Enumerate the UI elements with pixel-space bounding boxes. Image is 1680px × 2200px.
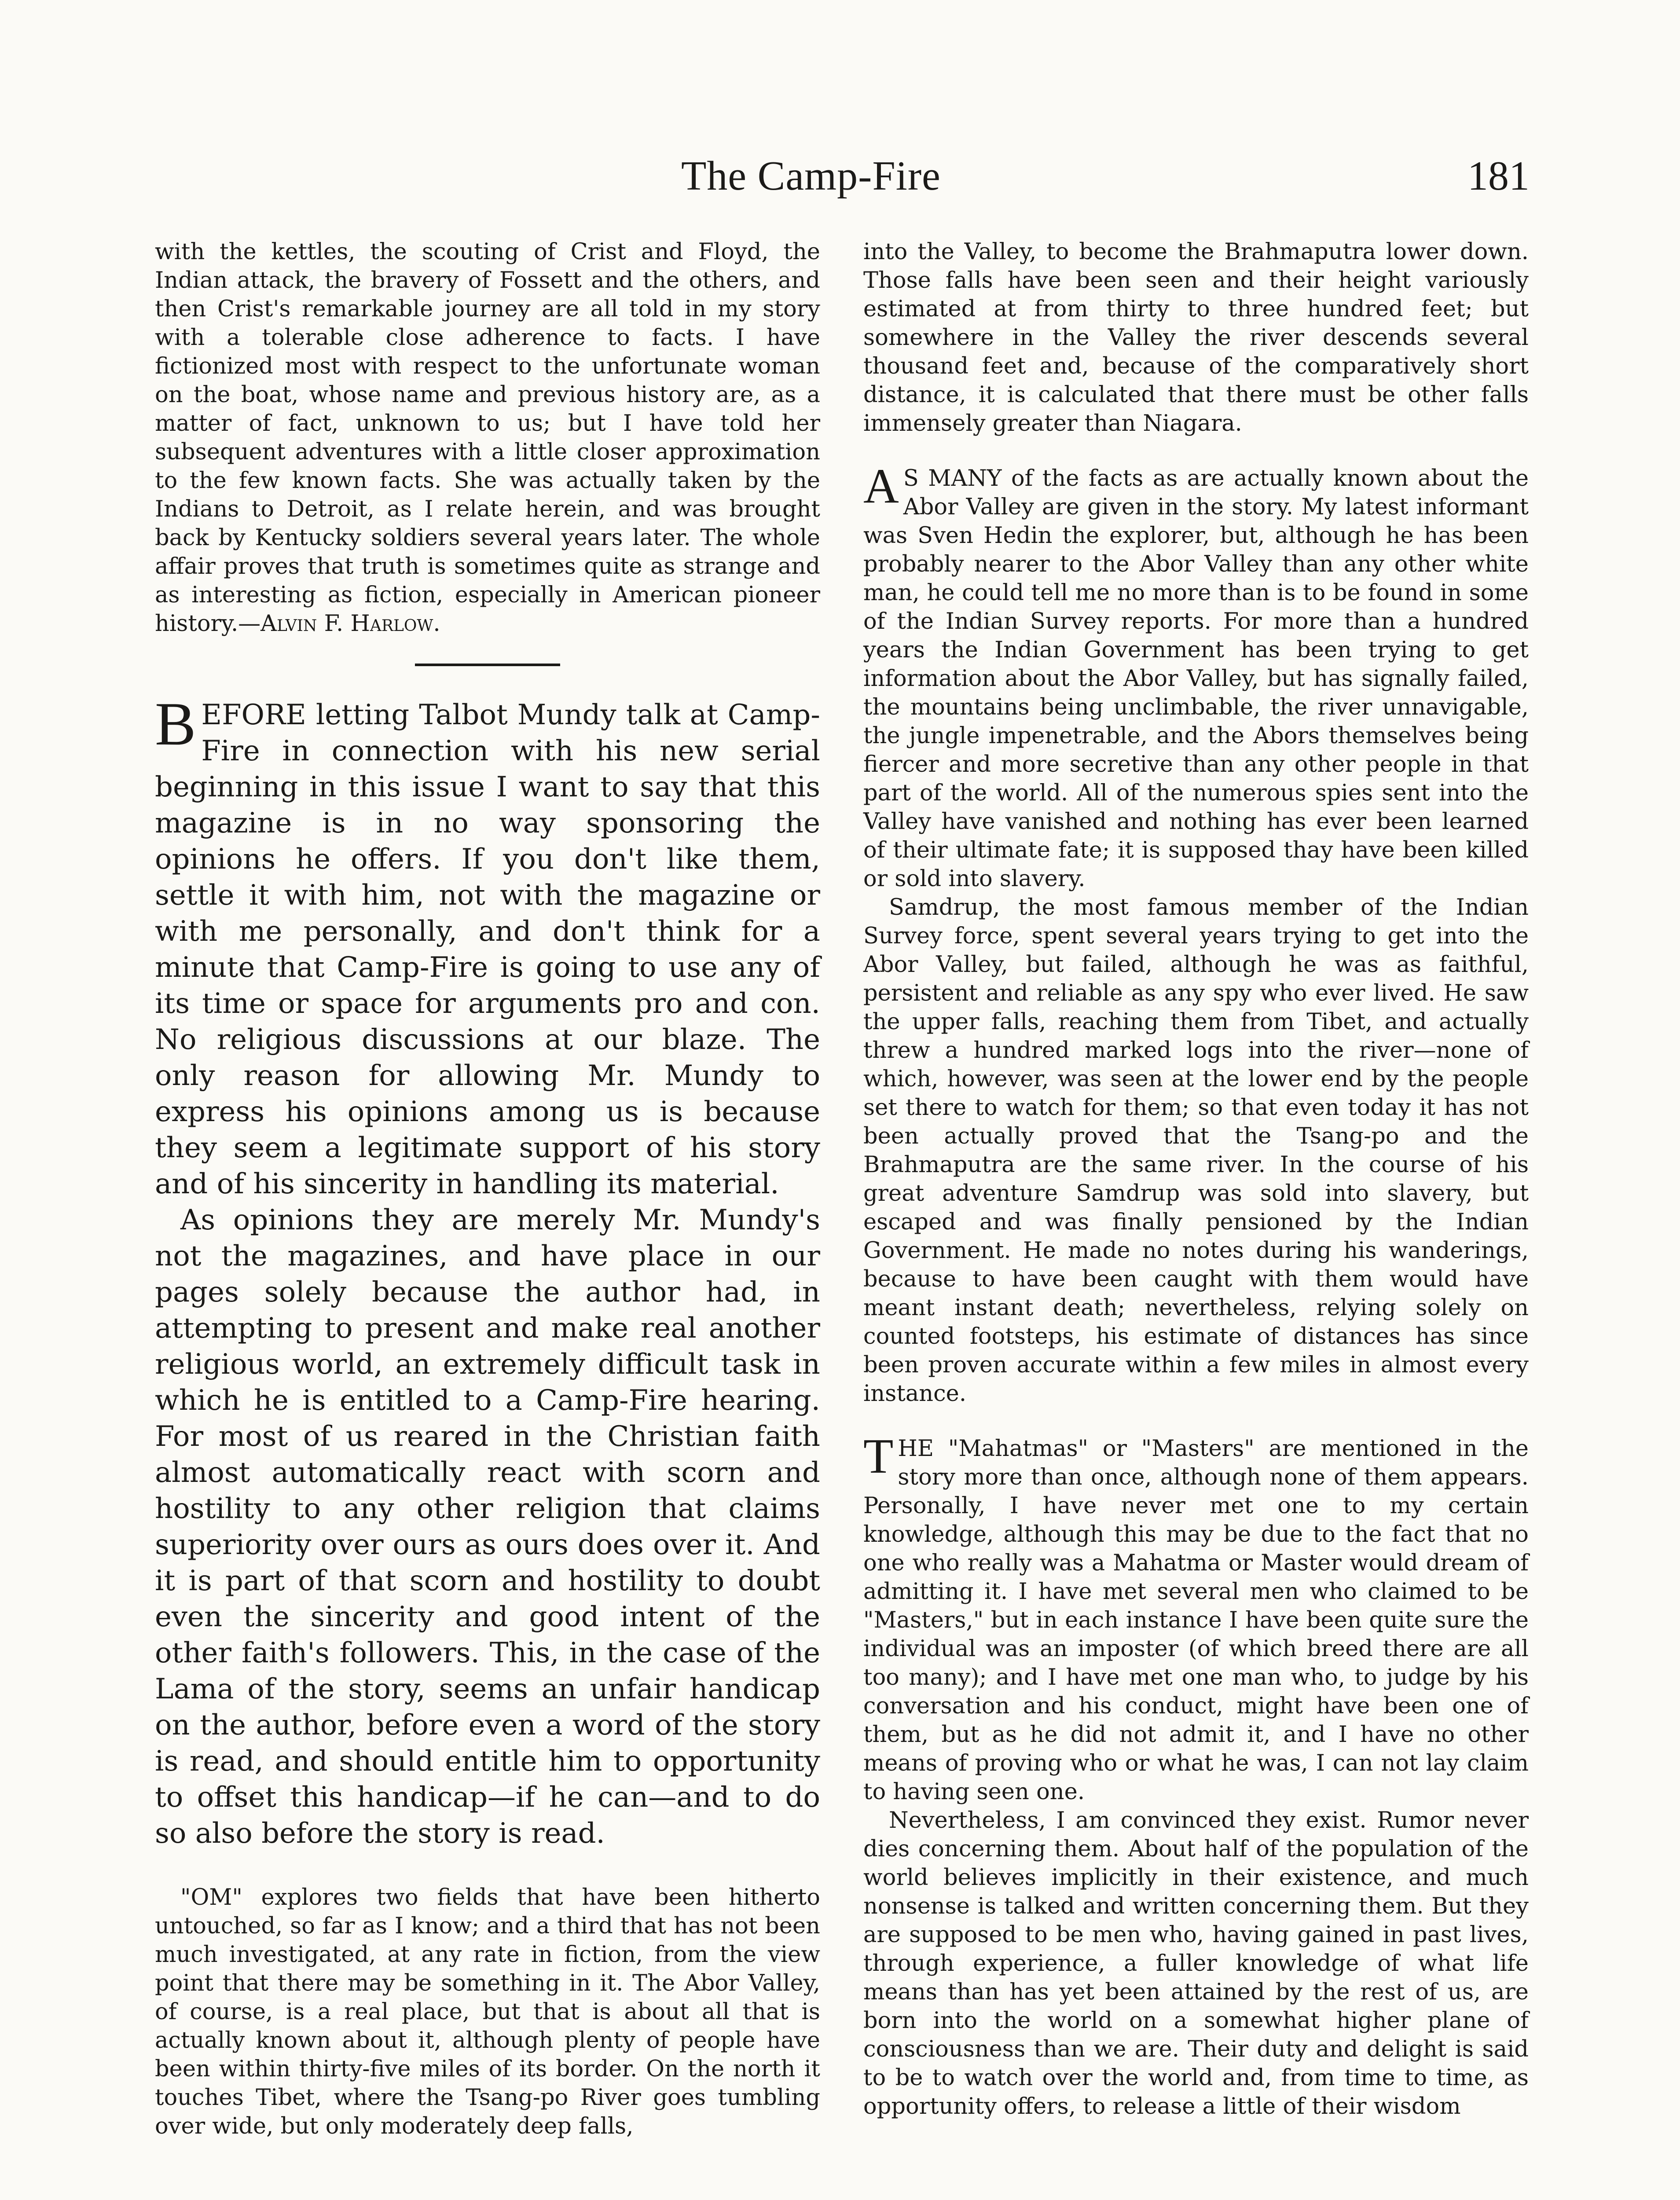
- section-divider: [415, 664, 560, 666]
- left-column: [155, 238, 820, 2141]
- om-introduction: "OM" explores two fields that have been hitherto untouched, so far as I know; and a third that has not been much investigated, at any rate in fiction, from the view point that there may be something in it. The Abor Valley, of course, is a real place, but that is about all that is actually known about it, although plenty of people have been within thirty-five miles of its border. On the north it touches Tibet, where the Tsang-po River goes tumbling over wide, but only moderately deep falls,: [155, 1885, 820, 2139]
- mahatmas-paragraph: [863, 1429, 1529, 1806]
- mahatmas-text: HE "Mahatmas" or "Masters" are mentioned in the story more than once, although none of them appears. Personally, I have never met one to my certain knowledge, although this may be due to the fact that no one who really was a Mahatma or Master would dream of admitting it. I have met several men who claimed to be "Masters," but in each instance I have been quite sure the individual was an imposter (of which breed there are all too many); and I have met one man who, to judge by his conversation and his conduct, might have been one of them, but as he did not admit it, and I have no other means of proving who or what he was, I can not lay claim to having seen one.: [863, 1436, 1529, 1805]
- right-column: [863, 238, 1529, 2121]
- editor-note-mundy: [155, 690, 820, 1202]
- harlow-letter-ending: [155, 238, 820, 638]
- masters-exist-paragraph: Nevertheless, I am convinced they exist. Rumor never dies concerning them. About half of the population of the world believes implicitly in their existence, and much nonsense is talked and written concerning them. But they are supposed to be men who, having gained in past lives, through experience, a fuller knowledge of what life means than has yet been attained by the rest of us, are born into the world on a somewhat higher plane of consciousness than we are. Their duty and delight is said to be to watch over the world and, from time to time, as opportunity offers, to release a little of their wisdom: [863, 1808, 1529, 2119]
- tsangpo-falls-paragraph: into the Valley, to become the Brahmaputra lower down. Those falls have been seen and their height variously estimated at from thirty to three hundred feet; but somewhere in the Valley the river descends several thousand feet and, because of the comparatively short distance, it is calculated that there must be other falls immensely greater than Niagara.: [863, 239, 1529, 436]
- samdrup-paragraph: Samdrup, the most famous member of the Indian Survey force, spent several years trying to get into the Abor Valley, but failed, although he was as faithful, persistent and reliable as any spy who ever lived. He saw the upper falls, reaching them from Tibet, and actually threw a hundred marked logs into the river—none of which, however, was seen at the lower end by the people set there to watch for them; so that even today it has not been actually proved that the Tsang-po and the Brahmaputra are the same river. In the course of his great adventure Samdrup was sold into slavery, but escaped and was finally pensioned by the Indian Government. He made no notes during his wanderings, because to have been caught with them would have meant instant death; nevertheless, relying solely on counted footsteps, his estimate of distances has since been proven accurate within a few miles in almost every instance.: [863, 895, 1529, 1407]
- abor-valley-paragraph: [863, 459, 1529, 893]
- harlow-letter-text: with the kettles, the scouting of Crist and Floyd, the Indian attack, the bravery of Fossett and the others, and then Crist's remarkable journey are all told in my story with a tolerable close adherence to facts. I have fictionized most with respect to the unfortunate woman on the boat, whose name and previous history are, as a matter of fact, unknown to us; but I have told her subsequent adventures with a little closer approximation to the few known facts. She was actually taken by the Indians to Detroit, as I relate herein, and was brought back by Kentucky soldiers several years later. The whole affair proves that truth is sometimes quite as strange and as interesting as fiction, especially in American pioneer history.—: [155, 239, 820, 637]
- drop-cap-b: B: [155, 690, 196, 758]
- drop-cap-a: A: [863, 459, 899, 513]
- page-title: The Camp-Fire: [681, 153, 941, 199]
- harlow-signature: Alvin F. Harlow.: [260, 611, 440, 637]
- running-head: [0, 145, 1680, 207]
- abor-valley-text: S MANY of the facts as are actually known about the Abor Valley are given in the story. My latest informant was Sven Hedin the explorer, but, although he has been probably nearer to the Abor Valley than any other white man, he could tell me no more than is to be found in some of the Indian Survey reports. For more than a hundred years the Indian Government has been trying to get information about the Abor Valley, but has signally failed, the mountains being unclimbable, the river unnavigable, the jungle impenetrable, and the Abors themselves being fiercer and more secretive than any other people in that part of the world. All of the numerous spies sent into the Valley have vanished and nothing has ever been learned of their ultimate fate; it is supposed thay have been killed or sold into slavery.: [863, 466, 1529, 892]
- editor-note-mundy-text: EFORE letting Talbot Mundy talk at Camp-Fire in connection with his new serial beginning in this issue I want to say that this magazine is in no way sponsoring the opinions he offers. If you don't like them, settle it with him, not with the magazine or with me personally, and don't think for a minute that Camp-Fire is going to use any of its time or space for arguments pro and con. No religious discussions at our blaze. The only reason for allowing Mr. Mundy to express his opinions among us is because they seem a legitimate support of his story and of his sincerity in handling its material.: [155, 699, 820, 1200]
- page-number: 181: [1467, 153, 1530, 199]
- drop-cap-t: T: [863, 1429, 894, 1484]
- editor-note-opinions: As opinions they are merely Mr. Mundy's not the magazines, and have place in our pages solely because the author had, in attempting to present and make real another religious world, an extremely difficult task in which he is entitled to a Camp-Fire hearing. For most of us reared in the Christian faith almost automatically react with scorn and hostility to any other religion that claims superiority over ours as ours does over it. And it is part of that scorn and hostility to doubt even the sincerity and good intent of the other faith's followers. This, in the case of the Lama of the story, seems an unfair handicap on the author, before even a word of the story is read, and should entitle him to opportunity to offset this handicap—if he can—and to do so also before the story is read.: [155, 1204, 820, 1850]
